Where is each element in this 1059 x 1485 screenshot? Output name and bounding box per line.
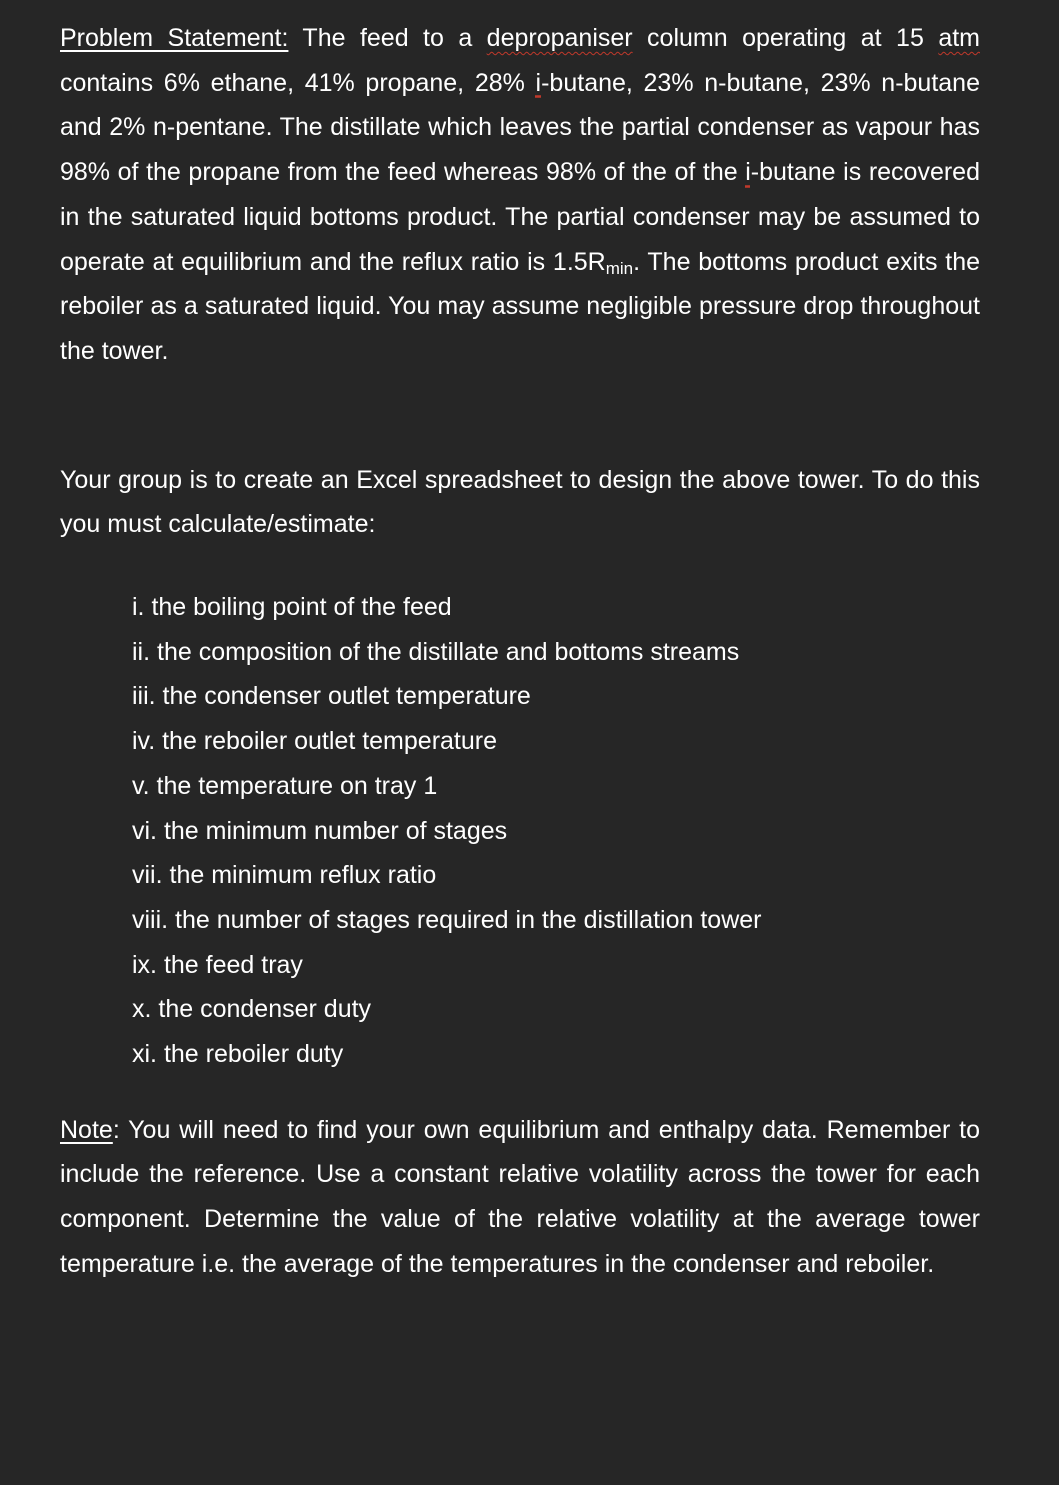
spellcheck-word-i-2: i	[745, 158, 751, 187]
problem-text-2: column operating at 15	[632, 24, 939, 52]
spellcheck-word-i-1: i	[535, 68, 542, 97]
task-item: i. the boiling point of the feed	[132, 593, 452, 622]
note-label: Note	[60, 1115, 113, 1144]
task-item: ix. the feed tray	[132, 950, 303, 979]
problem-statement	[60, 16, 980, 374]
problem-text-1: The feed to a	[288, 24, 487, 52]
note-paragraph	[60, 1108, 980, 1287]
task-item: ii. the composition of the distillate and bottoms streams	[132, 637, 740, 666]
problem-text-3: contains 6% ethane, 41% propane, 28%	[60, 68, 536, 97]
task-item: xi. the reboiler duty	[132, 1040, 344, 1069]
document-page	[60, 16, 980, 1287]
task-item: v. the temperature on tray 1	[132, 771, 438, 800]
subscript-min: min	[605, 258, 634, 278]
problem-text-6: . The bottoms product exits the reboiler as a saturated liquid. You may assume negligible pressure drop throughout the tower.	[60, 247, 981, 365]
problem-text-4: -butane, 23% n-butane, 23% n-butane and 2% n-pentane. The distillate which leaves the partial condenser as vapour has 98% of the propane from the feed whereas 98% of the of the	[60, 68, 980, 187]
task-item: vi. the minimum number of stages	[132, 816, 508, 845]
task-item: vii. the minimum reflux ratio	[132, 861, 437, 890]
task-item: iv. the reboiler outlet temperature	[132, 727, 498, 756]
task-intro: Your group is to create an Excel spreadsheet to design the above tower. To do this you must calculate/estimate:	[60, 465, 980, 539]
task-list	[60, 585, 980, 1077]
problem-statement-label: Problem Statement:	[60, 24, 289, 52]
spellcheck-word-depropaniser: depropaniser	[486, 24, 633, 52]
task-item: viii. the number of stages required in the distillation tower	[132, 905, 762, 934]
task-item: iii. the condenser outlet temperature	[132, 682, 531, 711]
task-item: x. the condenser duty	[132, 995, 372, 1024]
spellcheck-word-atm: atm	[938, 24, 980, 52]
problem-text-5: -butane is recovered in the saturated liquid bottoms product. The partial condenser may be assumed to operate at equilibrium and the reflux ratio is 1.5R	[60, 158, 980, 276]
note-text: : You will need to find your own equilibrium and enthalpy data. Remember to include the reference. Use a constant relative volatility across the tower for each component. Determine the value of the relative volatility at the average tower temperature i.e. the average of the temperatures in the condenser and reboiler.	[60, 1115, 980, 1278]
